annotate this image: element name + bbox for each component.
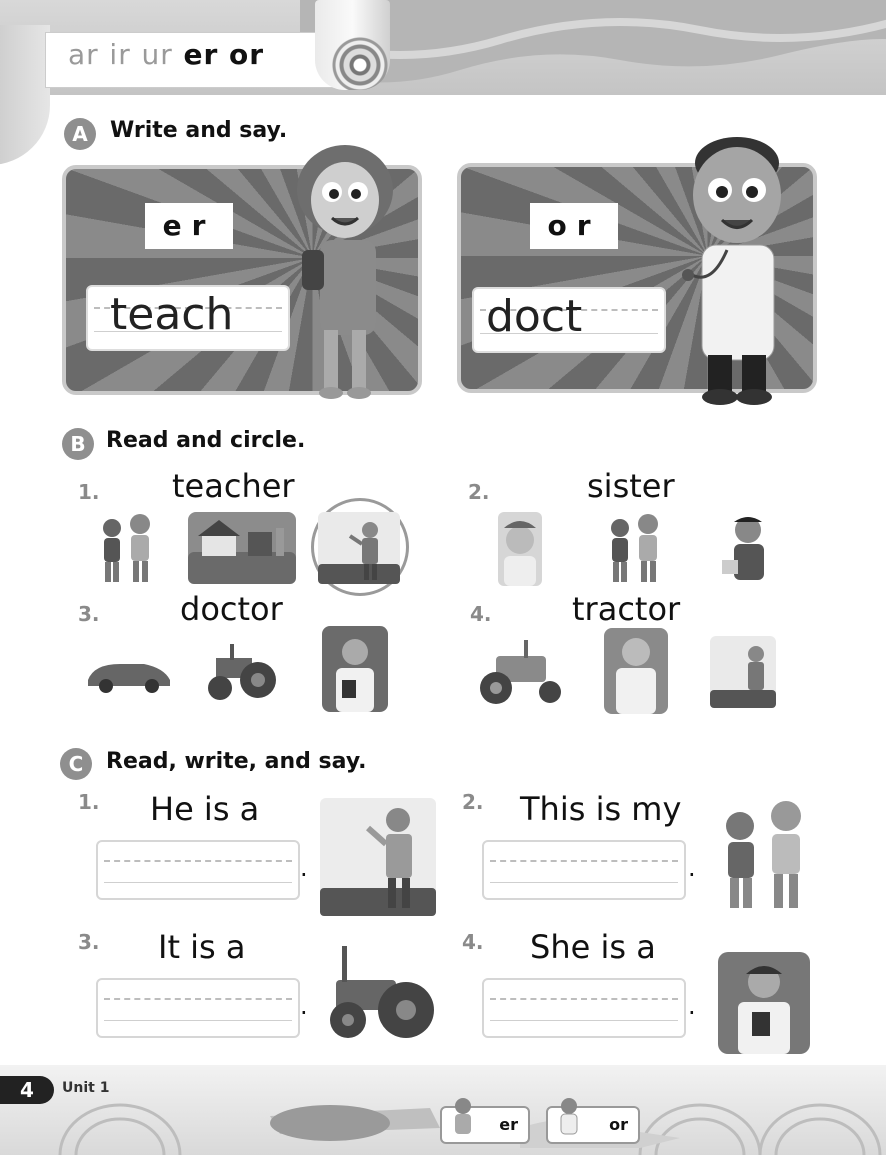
- letter-box-er: er: [145, 203, 233, 249]
- doctor-picture[interactable]: [604, 628, 668, 714]
- c-item-3-number: 3.: [78, 930, 100, 954]
- car-picture[interactable]: [84, 654, 172, 694]
- c-item-2-prompt: This is my: [520, 790, 682, 828]
- tractor-picture[interactable]: [322, 940, 438, 1044]
- b-item-4-number: 4.: [470, 602, 492, 626]
- doctor-picture[interactable]: [322, 626, 388, 712]
- word-teach: teach: [110, 289, 234, 340]
- c-item-3-prompt: It is a: [158, 928, 246, 966]
- doctor-mini-icon: [556, 1096, 582, 1136]
- teacher-picture[interactable]: [320, 798, 436, 916]
- footer-tag-or-label: or: [609, 1115, 628, 1134]
- section-c-title: Read, write, and say.: [106, 749, 367, 774]
- c-item-2-answer[interactable]: [482, 840, 686, 900]
- b-item-3-number: 3.: [78, 602, 100, 626]
- b-item-1-number: 1.: [78, 480, 100, 504]
- unit-label: Unit 1: [62, 1080, 110, 1096]
- c-item-2-period: .: [688, 854, 696, 882]
- teacher-picture[interactable]: [318, 512, 400, 584]
- write-box-teach[interactable]: [86, 285, 290, 351]
- c-item-1-prompt: He is a: [150, 790, 260, 828]
- c-item-4-number: 4.: [462, 930, 484, 954]
- c-item-3-answer[interactable]: [96, 978, 300, 1038]
- teacher-mini-icon: [450, 1096, 476, 1136]
- c-item-1-answer[interactable]: [96, 840, 300, 900]
- c-item-2-number: 2.: [462, 790, 484, 814]
- scroll-roll-icon: [315, 0, 390, 90]
- section-b-badge: B: [62, 428, 94, 460]
- b-item-3-word: doctor: [180, 590, 283, 628]
- c-item-3-period: .: [300, 992, 308, 1020]
- sister-picture[interactable]: [714, 796, 814, 914]
- c-item-4-answer[interactable]: [482, 978, 686, 1038]
- phonics-ar: ar: [68, 38, 99, 71]
- teacher-picture[interactable]: [710, 636, 776, 708]
- teacher-illustration: [280, 140, 410, 405]
- letter-box-or: or: [530, 203, 618, 249]
- section-c-badge: C: [60, 748, 92, 780]
- write-box-doct[interactable]: [472, 287, 666, 353]
- word-doct: doct: [486, 291, 583, 342]
- section-a-badge: A: [64, 118, 96, 150]
- phonics-er: er: [183, 38, 219, 71]
- brother-and-sister-picture[interactable]: [606, 512, 666, 584]
- b-item-2-word: sister: [587, 467, 675, 505]
- tractor-picture[interactable]: [474, 636, 566, 708]
- farm-picture[interactable]: [188, 512, 296, 584]
- man-picture[interactable]: [718, 512, 778, 584]
- tractor-picture[interactable]: [202, 636, 278, 704]
- doctor-illustration: [672, 125, 802, 410]
- c-item-1-period: .: [300, 854, 308, 882]
- c-item-4-prompt: She is a: [530, 928, 656, 966]
- c-item-4-period: .: [688, 992, 696, 1020]
- nurse-picture[interactable]: [496, 512, 544, 586]
- phonics-ir: ir: [109, 38, 131, 71]
- b-item-1-word: teacher: [172, 467, 295, 505]
- section-b-title: Read and circle.: [106, 428, 306, 453]
- b-item-4-word: tractor: [572, 590, 681, 628]
- phonics-banner-text: [68, 38, 264, 71]
- brother-and-sister-picture[interactable]: [98, 512, 158, 584]
- footer-tag-er-label: er: [499, 1115, 518, 1134]
- doctor-picture[interactable]: [718, 952, 810, 1054]
- c-item-1-number: 1.: [78, 790, 100, 814]
- b-item-2-number: 2.: [468, 480, 490, 504]
- phonics-or: or: [229, 38, 265, 71]
- page-number: 4: [0, 1076, 54, 1104]
- section-a-title: Write and say.: [110, 118, 288, 143]
- left-curl: [0, 25, 50, 165]
- phonics-ur: ur: [141, 38, 173, 71]
